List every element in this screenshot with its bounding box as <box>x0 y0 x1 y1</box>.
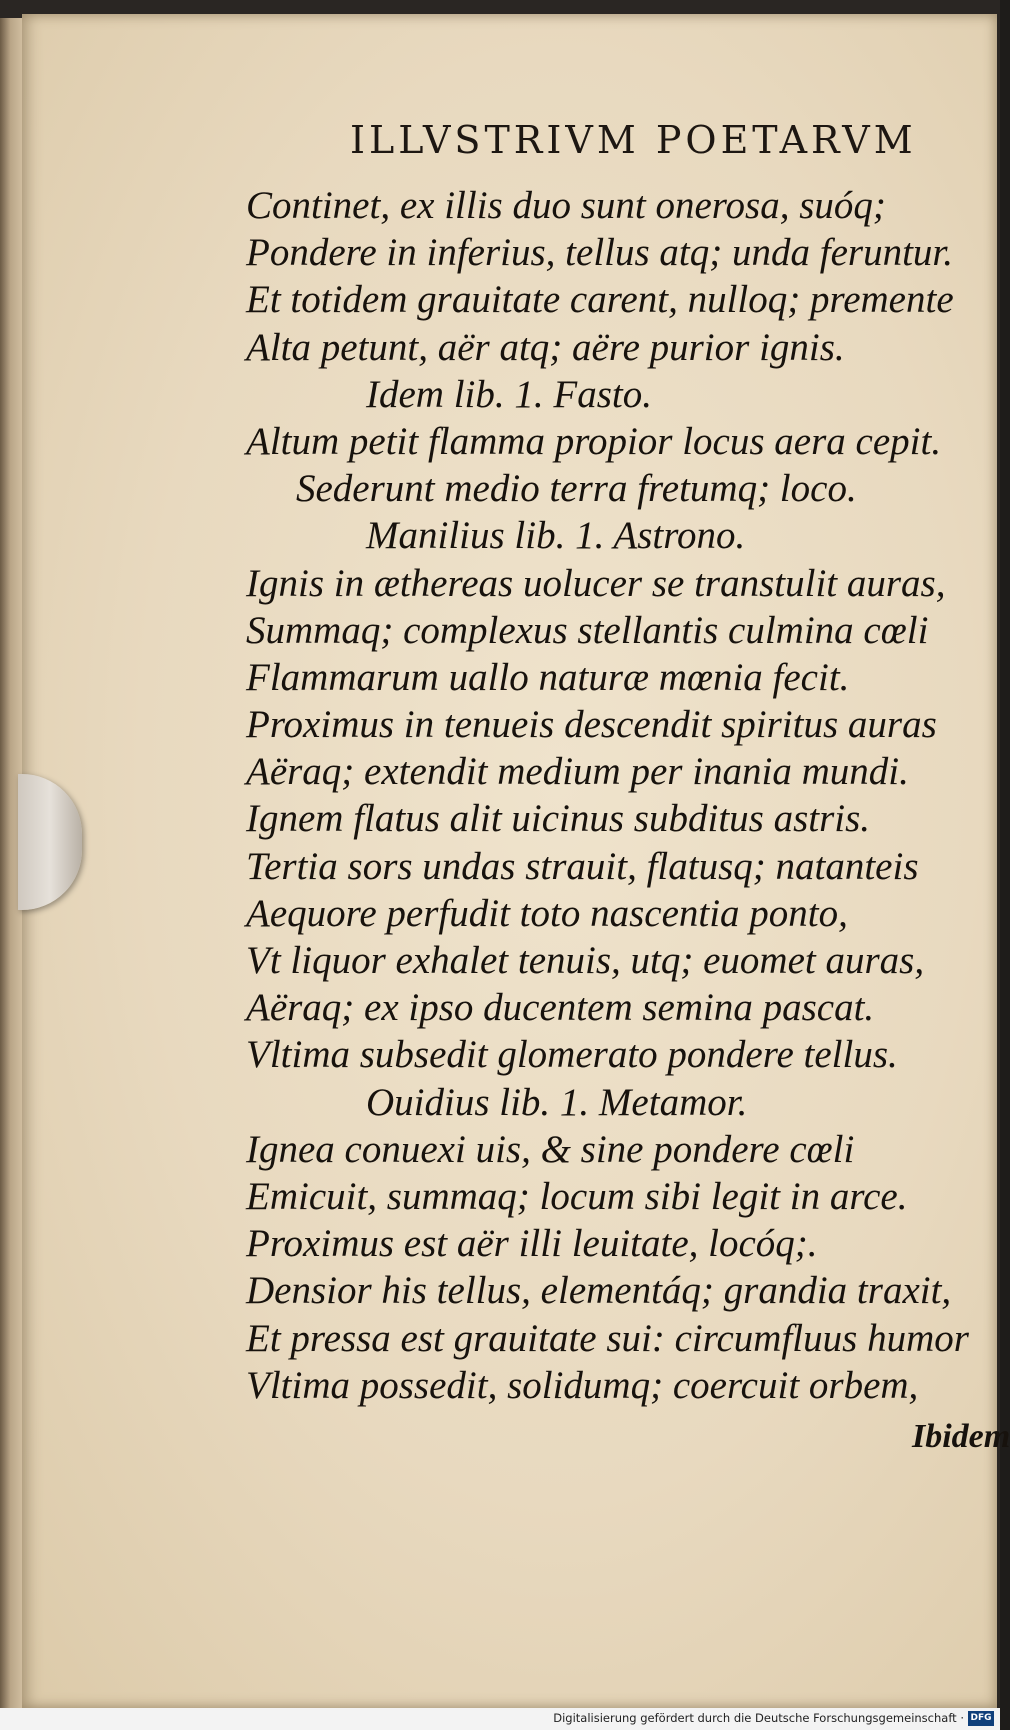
footer-credit: Digitalisierung gefördert durch die Deutsche Forschungsgemeinschaft · <box>553 1711 964 1725</box>
verse-line: Vltima subsedit glomerato pondere tellus. <box>246 1033 898 1077</box>
verse-line: Pondere in inferius, tellus atq; unda feruntur. <box>246 231 954 275</box>
verse-line: Proximus est aër illi leuitate, locóq;. <box>246 1222 818 1266</box>
verse-line: Ignis in æthereas uolucer se transtulit auras, <box>246 561 946 605</box>
verse-line: Proximus in tenueis descendit spiritus auras <box>246 703 937 747</box>
running-head: ILLVSTRIVM POETARVM <box>350 118 917 162</box>
verse-line: Et pressa est grauitate sui: circumfluus humor <box>246 1316 969 1360</box>
verse-line: Ignea conuexi uis, & sine pondere cœli <box>246 1127 855 1171</box>
verse-line: Aëraq; extendit medium per inania mundi. <box>246 750 909 794</box>
verse-line: Vltima possedit, solidumq; coercuit orbem, <box>246 1363 919 1407</box>
verse-line: Continet, ex illis duo sunt onerosa, suóq; <box>246 184 886 227</box>
verse-line: Aëraq; ex ipso ducentem semina pascat. <box>246 986 875 1030</box>
verse-line: Emicuit, summaq; locum sibi legit in arce. <box>246 1174 908 1218</box>
footer-bar <box>0 1708 1000 1730</box>
verse-line: Tertia sors undas strauit, flatusq; natanteis <box>246 844 919 888</box>
dfg-logo: DFG <box>968 1711 994 1726</box>
source-heading: Ouidius lib. 1. Metamor. <box>366 1080 748 1124</box>
verse-line: Aequore perfudit toto nascentia ponto, <box>246 891 848 935</box>
verse-line: Ignem flatus alit uicinus subditus astris. <box>246 797 871 841</box>
verse-line: Altum petit flamma propior locus aera cepit. <box>246 419 942 463</box>
source-heading: Manilius lib. 1. Astrono. <box>366 514 746 558</box>
verse-line: Densior his tellus, elementáq; grandia traxit, <box>246 1269 952 1313</box>
verse-line: Alta petunt, aër atq; aëre purior ignis. <box>246 325 845 369</box>
source-heading: Idem lib. 1. Fasto. <box>366 372 652 416</box>
catchword: Ibidem <box>912 1418 1010 1455</box>
verse-line: Flammarum uallo naturæ mœnia fecit. <box>246 655 850 699</box>
verse-line: Sederunt medio terra fretumq; loco. <box>296 467 857 511</box>
verse-line: Vt liquor exhalet tenuis, utq; euomet auras, <box>246 939 925 982</box>
verse-line: Et totidem grauitate carent, nulloq; premente <box>246 278 954 322</box>
verse-line: Summaq; complexus stellantis culmina cœli <box>246 608 929 652</box>
verse-text-block <box>246 182 969 1409</box>
thumb-holding-page <box>18 774 82 910</box>
